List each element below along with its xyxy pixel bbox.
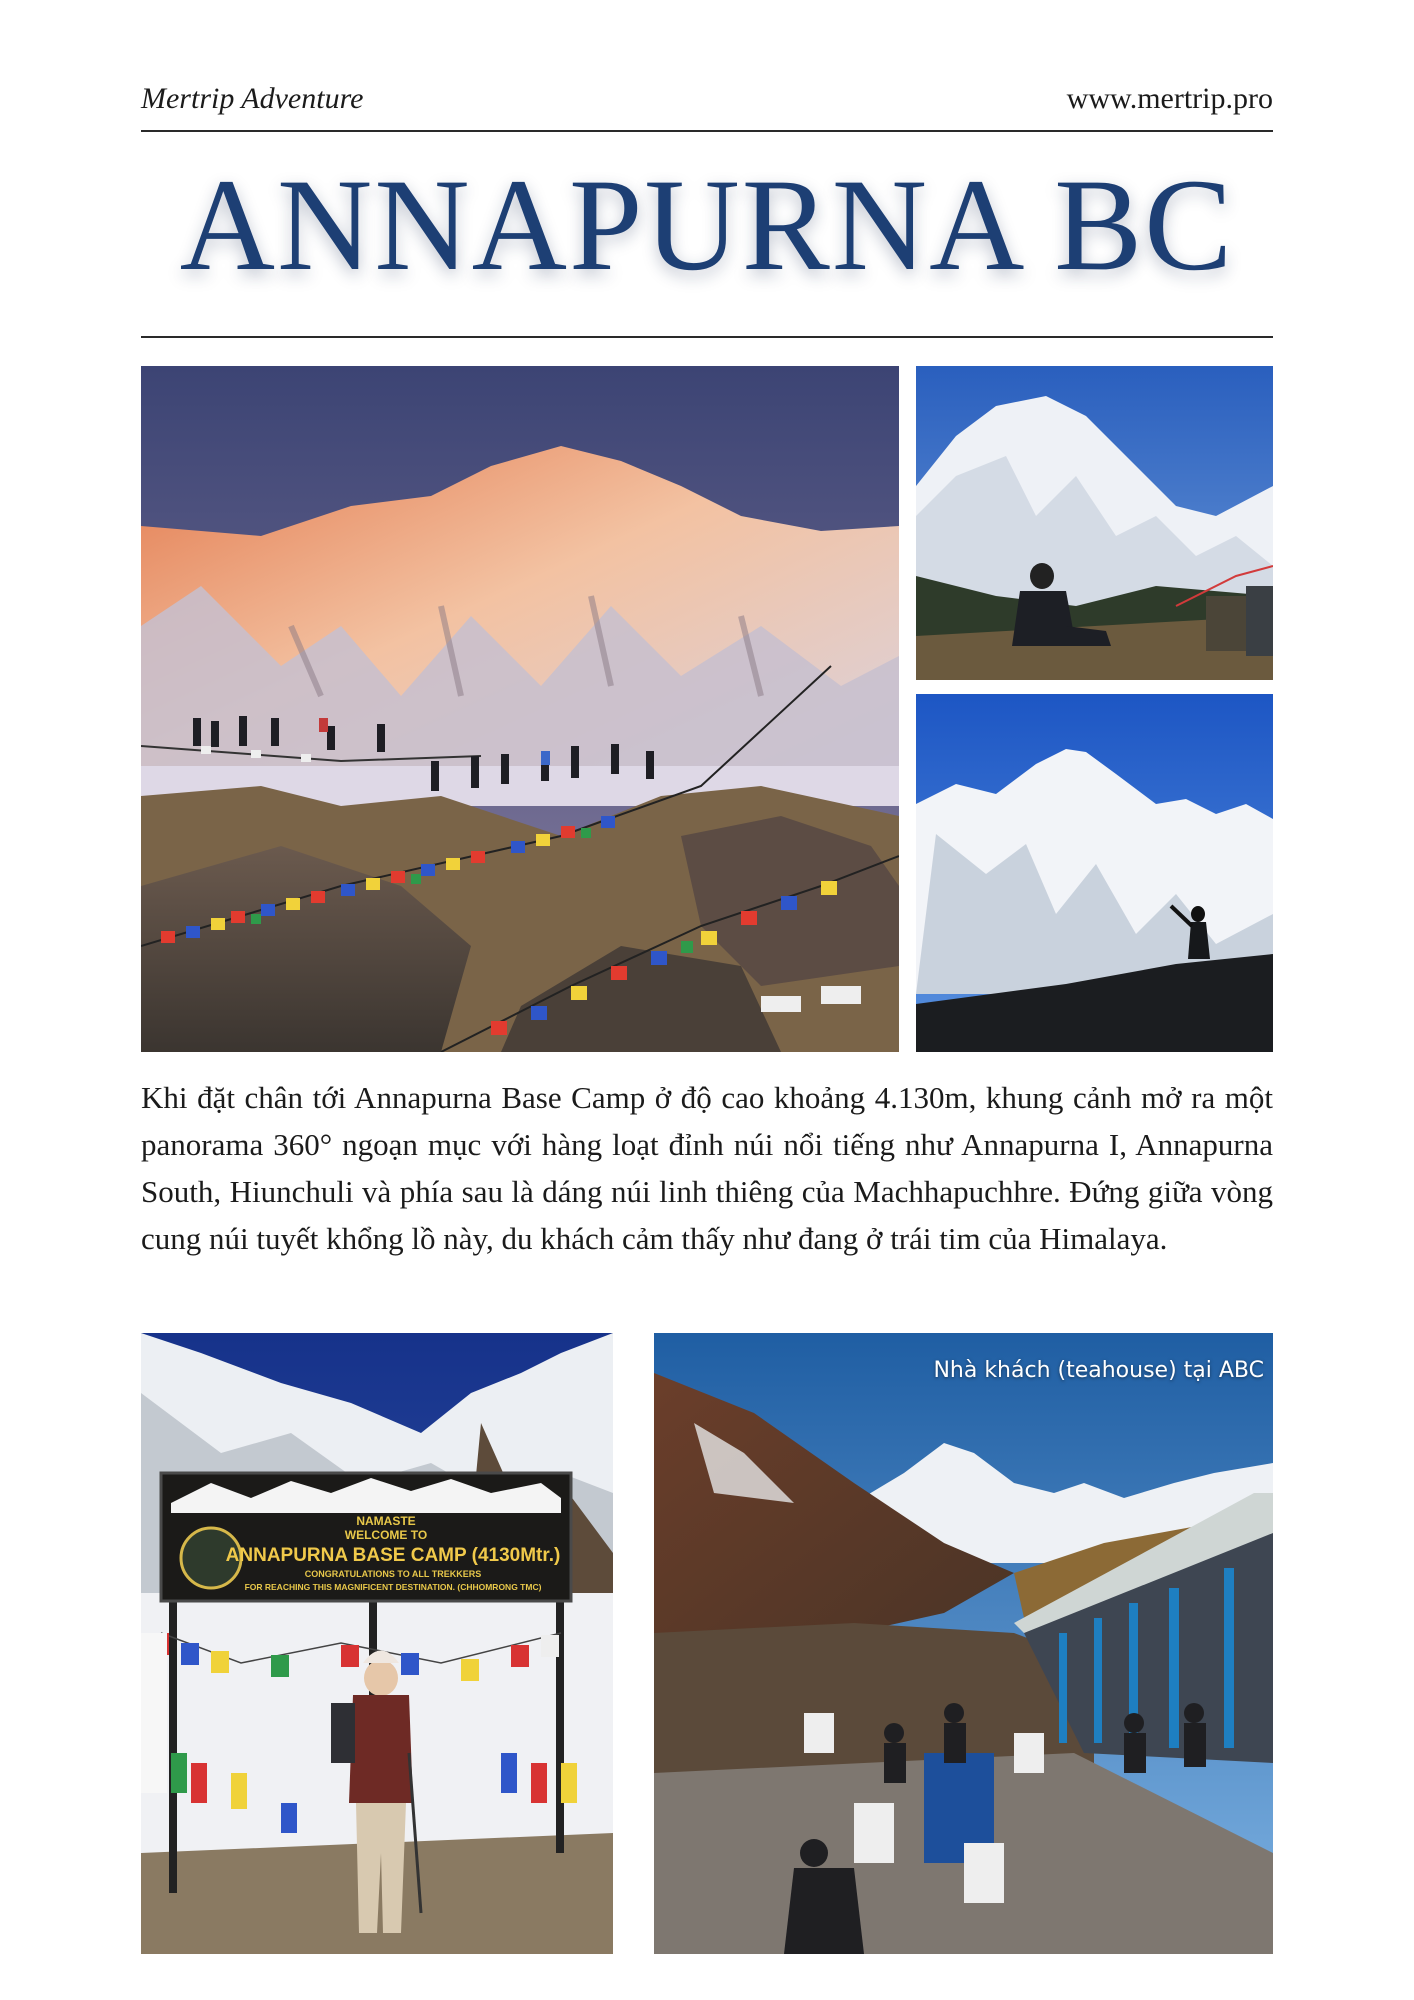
photo-hiker-on-ridge: [916, 694, 1273, 1052]
teahouse-caption: Nhà khách (teahouse) tại ABC: [933, 1358, 1264, 1383]
brand-name: Mertrip Adventure: [141, 82, 364, 115]
photo-teahouse: [654, 1333, 1273, 1954]
header-divider: [141, 130, 1273, 132]
photo-hiker-sitting: [916, 366, 1273, 680]
photo-sunrise-annapurna: [141, 366, 899, 1052]
sign-line3: ANNAPURNA BASE CAMP (4130Mtr.): [225, 1545, 561, 1566]
sign-line5: FOR REACHING THIS MAGNIFICENT DESTINATION. (CHHOMRONG TMC): [244, 1582, 542, 1592]
website-link[interactable]: www.mertrip.pro: [1066, 82, 1273, 115]
sign-line2: WELCOME TO: [344, 1528, 428, 1542]
photo-welcome-sign: [141, 1333, 613, 1954]
title-divider: [141, 336, 1273, 338]
sign-line4: CONGRATULATIONS TO ALL TREKKERS: [304, 1569, 482, 1579]
page-title: ANNAPURNA BC: [179, 151, 1235, 298]
sign-line1: NAMASTE: [356, 1514, 416, 1528]
body-paragraph: Khi đặt chân tới Annapurna Base Camp ở độ cao khoảng 4.130m, khung cảnh mở ra một panorama 360° ngoạn mục với hàng loạt đỉnh núi nổi tiếng như Annapurna I, Annapurna South, Hiunchuli và phía sau là dáng núi linh thiêng của Machhapuchhre. Đứng giữa vòng cung núi tuyết khổng lồ này, du khách cảm thấy như đang ở trái tim của Himalaya.: [141, 1080, 1273, 1256]
